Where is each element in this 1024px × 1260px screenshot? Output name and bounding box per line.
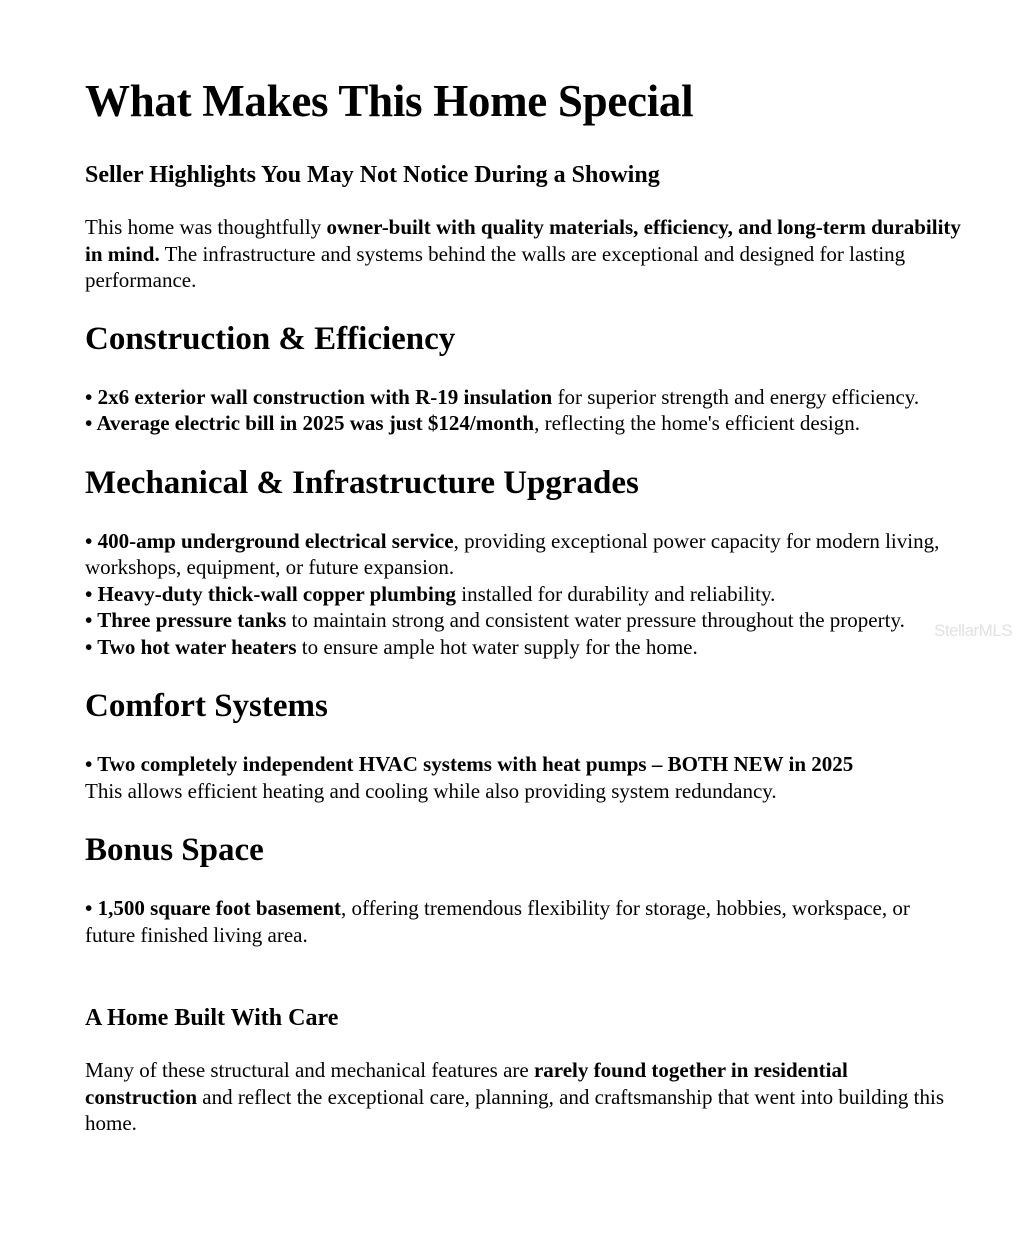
mechanical-heading: Mechanical & Infrastructure Upgrades: [85, 464, 639, 501]
list-item-text: , offering tremendous flexibility for storage, hobbies, workspace, or future finished living area.: [85, 896, 910, 947]
intro-paragraph: [85, 214, 965, 294]
care-lead: Many of these structural and mechanical features are: [85, 1058, 534, 1082]
construction-heading: Construction & Efficiency: [85, 320, 456, 357]
list-item-bold: • 2x6 exterior wall construction with R-19 insulation: [85, 384, 553, 409]
list-item: [85, 608, 905, 632]
intro-rest: The infrastructure and systems behind the walls are exceptional and designed for lasting performance.: [85, 241, 906, 292]
list-item: [85, 896, 910, 947]
list-item-bold: • Heavy-duty thick-wall copper plumbing: [85, 581, 457, 606]
bonus-list: [85, 895, 965, 948]
list-item: [85, 411, 860, 435]
list-item-bold: • Two completely independent HVAC systems with heat pumps – BOTH NEW in 2025: [85, 752, 854, 776]
document-body: [85, 72, 965, 1137]
list-item-text: This allows efficient heating and cooling while also providing system redundancy.: [85, 778, 777, 803]
list-item-text: installed for durability and reliability.: [456, 581, 776, 606]
list-item-text: for superior strength and energy efficiency.: [552, 384, 920, 409]
mechanical-list: [85, 528, 965, 661]
list-item-bold: • Average electric bill in 2025 was just $124/month: [85, 411, 535, 435]
intro-lead: This home was thoughtfully: [85, 215, 327, 239]
list-item-text: to maintain strong and consistent water pressure throughout the property.: [286, 608, 905, 632]
comfort-list: [85, 751, 965, 804]
list-item: [85, 582, 775, 606]
list-item-bold: • 400-amp underground electrical service: [85, 528, 454, 553]
care-paragraph: [85, 1057, 965, 1137]
intro-bold: owner-built with quality materials, efficiency, and long-term durability in mind.: [85, 215, 961, 266]
list-item: [85, 529, 939, 580]
comfort-heading: Comfort Systems: [85, 688, 328, 724]
list-item-text: to ensure ample hot water supply for the home.: [296, 634, 698, 659]
care-heading: A Home Built With Care: [85, 1005, 339, 1031]
care-rest: and reflect the exceptional care, planning, and craftsmanship that went into building this home.: [85, 1084, 945, 1135]
care-bold: rarely found together in residential construction: [85, 1058, 848, 1109]
list-item: [85, 385, 919, 409]
list-item-text: , reflecting the home's efficient design.: [534, 411, 860, 435]
page-title: What Makes This Home Special: [85, 76, 694, 126]
list-item: [85, 635, 698, 659]
construction-list: [85, 384, 965, 437]
list-item-bold: • 1,500 square foot basement: [85, 896, 342, 920]
bonus-heading: Bonus Space: [85, 832, 264, 868]
page-subtitle: Seller Highlights You May Not Notice During a Showing: [85, 162, 660, 188]
list-item-bold: • Three pressure tanks: [85, 608, 287, 632]
list-item-bold: • Two hot water heaters: [85, 634, 297, 659]
list-item-text: , providing exceptional power capacity for modern living, workshops, equipment, or future expansion.: [85, 528, 940, 579]
watermark: StellarMLS: [934, 621, 1013, 640]
